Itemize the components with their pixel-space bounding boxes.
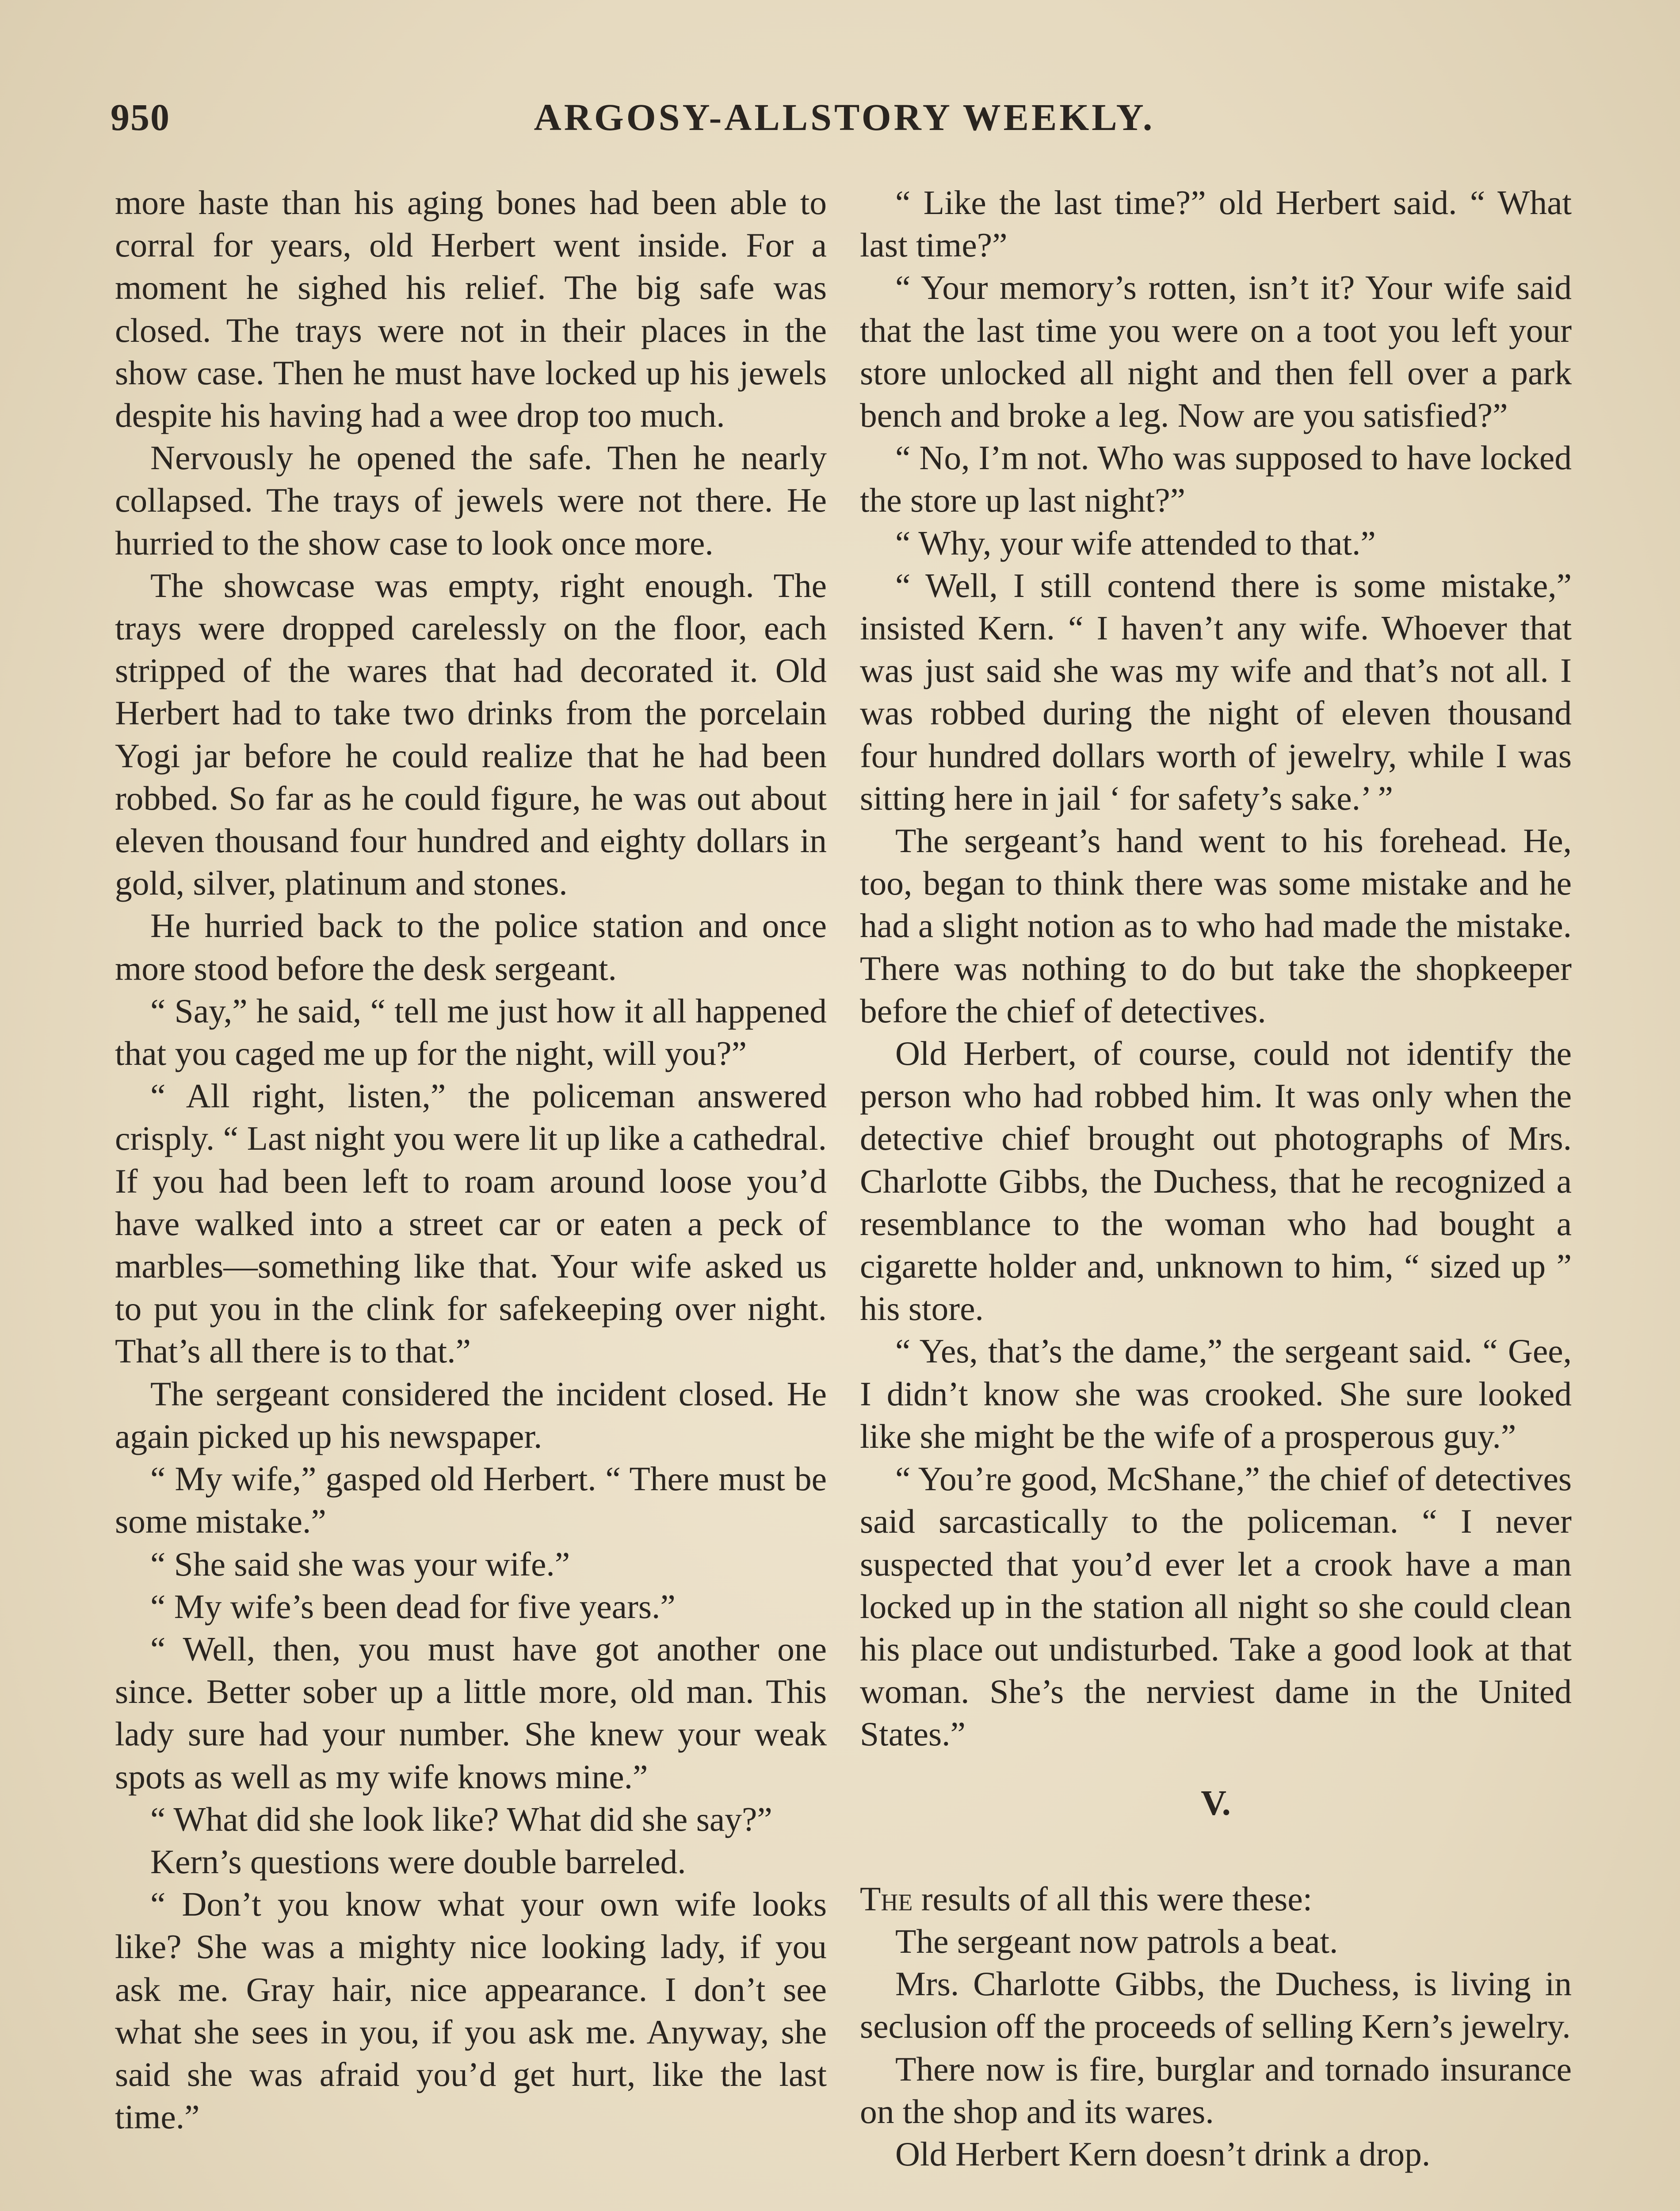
paragraph: Mrs. Charlotte Gibbs, the Duchess, is living in seclusion off the proceeds of selling Kern’s jewelry. xyxy=(860,1965,1572,2046)
section-lead-word: The xyxy=(860,1879,913,1918)
paragraph: “ Why, your wife attended to that.” xyxy=(895,524,1376,562)
paragraph: “ Your memory’s rotten, isn’t it? Your wife said that the last time you were on a toot you left your store unlocked all night and then fell over a park bench and broke a leg. Now are you satisfied?” xyxy=(860,268,1572,435)
paragraph: Old Herbert Kern doesn’t drink a drop. xyxy=(895,2134,1431,2173)
right-column-paragraphs xyxy=(860,181,1572,1756)
section-heading: V. xyxy=(1201,1783,1231,1823)
paragraph: The sergeant’s hand went to his forehead. He, too, began to think there was some mistake and he had a slight notion as to who had made the mistake. There was nothing to do but take the shopkeeper before the chief of detectives. xyxy=(860,822,1572,1030)
section-paragraphs xyxy=(860,1920,1572,2175)
section-first-paragraph xyxy=(860,1878,1572,1920)
paragraph: “ Well, I still contend there is some mistake,” insisted Kern. “ I haven’t any wife. Whoever that was just said she was my wife and that’s not all. I was robbed during the night of eleven thousand four hundred dollars worth of jewelry, while I was sitting here in jail ‘ for safety’s sake.’ ” xyxy=(860,566,1572,817)
paragraph: “ Say,” he said, “ tell me just how it all happened that you caged me up for the night, will you?” xyxy=(115,991,827,1073)
paragraph: “ Yes, that’s the dame,” the sergeant said. “ Gee, I didn’t know she was crooked. She sure looked like she might be the wife of a prosperous guy.” xyxy=(860,1332,1572,1455)
paragraph: more haste than his aging bones had been able to corral for years, old Herbert went inside. For a moment he sighed his relief. The big safe was closed. The trays were not in their places in the show case. Then he must have locked up his jewels despite his having had a wee drop too much. xyxy=(115,184,827,435)
paragraph: The sergeant now patrols a beat. xyxy=(895,1922,1338,1960)
paragraph: “ My wife,” gasped old Herbert. “ There must be some mistake.” xyxy=(115,1460,827,1541)
paragraph: “ Like the last time?” old Herbert said. “ What last time?” xyxy=(860,184,1572,264)
paragraph: He hurried back to the police station and once more stood before the desk sergeant. xyxy=(115,907,827,987)
paragraph: “ My wife’s been dead for five years.” xyxy=(150,1587,676,1626)
paragraph: “ What did she look like? What did she say?” xyxy=(150,1800,772,1838)
paragraph: “ Well, then, you must have got another one since. Better sober up a little more, old man. This lady sure had your number. She knew your weak spots as well as my wife knows mine.” xyxy=(115,1630,827,1796)
right-column xyxy=(860,181,1572,2175)
paragraph: Nervously he opened the safe. Then he nearly collapsed. The trays of jewels were not there. He hurried to the show case to look once more. xyxy=(115,439,827,562)
paragraph: The sergeant considered the incident closed. He again picked up his newspaper. xyxy=(115,1374,827,1455)
running-title: ARGOSY-ALLSTORY WEEKLY. xyxy=(534,96,1155,138)
paragraph: Old Herbert, of course, could not identify the person who had robbed him. It was only when the detective chief brought out photographs of Mrs. Charlotte Gibbs, the Duchess, that he recognized a resemblance to the woman who had bought a cigarette holder and, unknown to him, “ sized up ” his store. xyxy=(860,1034,1572,1328)
paragraph: There now is fire, burglar and tornado insurance on the shop and its wares. xyxy=(860,2050,1572,2131)
paragraph: “ Don’t you know what your own wife looks like? She was a mighty nice looking lady, if you ask me. Gray hair, nice appearance. I don’t see what she sees in you, if you ask me. Anyway, she said she was afraid you’d get hurt, like the last time.” xyxy=(115,1885,827,2136)
paragraph: “ All right, listen,” the policeman answered crisply. “ Last night you were lit up like a cathedral. If you had been left to roam around loose you’d have walked into a street car or eaten a peck of marbles—something like that. Your wife asked us to put you in the clink for safekeeping over night. That’s all there is to that.” xyxy=(115,1077,827,1370)
left-column xyxy=(115,181,827,2138)
section-first-paragraph-text: results of all this were these: xyxy=(913,1879,1313,1918)
paragraph: The showcase was empty, right enough. The trays were dropped carelessly on the floor, each stripped of the wares that had decorated it. Old Herbert had to take two drinks from the porcelain Yogi jar before he could realize that he had been robbed. So far as he could figure, he was out about eleven thousand four hundred and eighty dollars in gold, silver, platinum and stones. xyxy=(115,566,827,903)
paragraph: “ She said she was your wife.” xyxy=(150,1545,570,1583)
paragraph: “ You’re good, McShane,” the chief of detectives said sarcastically to the policeman. “ I never suspected that you’d ever let a crook have a man locked up in the station all night so she could clean his place out undisturbed. Take a good look at that woman. She’s the nerviest dame in the United States.” xyxy=(860,1460,1572,1753)
page-header xyxy=(111,95,1578,148)
paragraph: “ No, I’m not. Who was supposed to have locked the store up last night?” xyxy=(860,439,1572,520)
paragraph: Kern’s questions were double barreled. xyxy=(150,1842,686,1881)
page-number: 950 xyxy=(111,96,170,138)
